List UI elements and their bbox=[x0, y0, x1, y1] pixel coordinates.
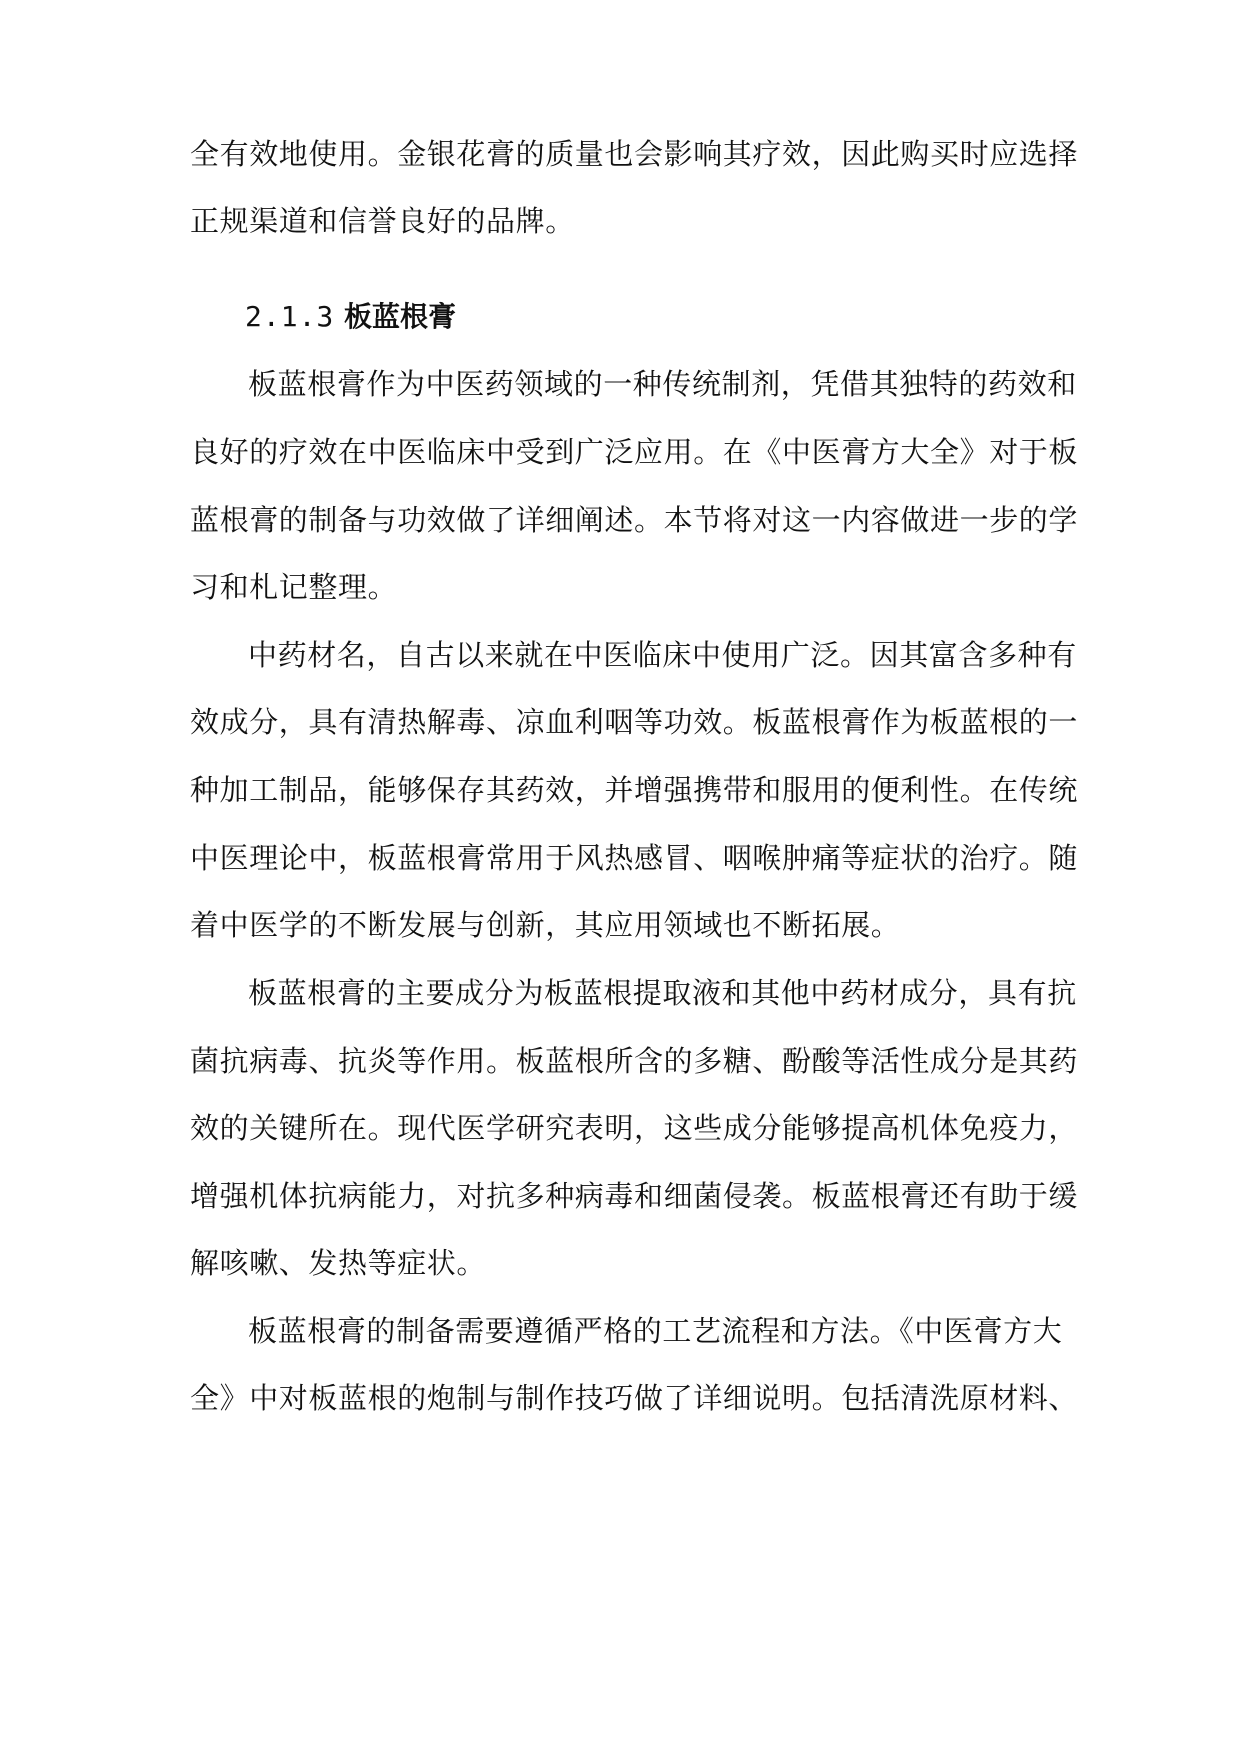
text-line: 解咳嗽、发热等症状。 bbox=[190, 1246, 487, 1280]
text-line: 增强机体抗病能力，对抗多种病毒和细菌侵袭。板蓝根膏还有助于缓 bbox=[190, 1179, 1079, 1213]
text-line: 全有效地使用。金银花膏的质量也会影响其疗效，因此购买时应选择 bbox=[190, 137, 1079, 171]
section-title: 板蓝根膏 bbox=[344, 300, 457, 333]
text-line: 种加工制品，能够保存其药效，并增强携带和服用的便利性。在传统 bbox=[190, 773, 1079, 807]
text-line: 习和札记整理。 bbox=[190, 570, 398, 604]
text-line: 板蓝根膏作为中医药领域的一种传统制剂，凭借其独特的药效和 bbox=[248, 367, 1077, 401]
text-line: 板蓝根膏的主要成分为板蓝根提取液和其他中药材成分，具有抗 bbox=[248, 976, 1077, 1010]
section-number: 2.1.3 bbox=[245, 300, 335, 333]
text-line: 中药材名，自古以来就在中医临床中使用广泛。因其富含多种有 bbox=[248, 638, 1077, 672]
text-line: 菌抗病毒、抗炎等作用。板蓝根所含的多糖、酚酸等活性成分是其药 bbox=[190, 1044, 1079, 1078]
text-line: 蓝根膏的制备与功效做了详细阐述。本节将对这一内容做进一步的学 bbox=[190, 503, 1079, 537]
text-line: 着中医学的不断发展与创新，其应用领域也不断拓展。 bbox=[190, 908, 901, 942]
text-line: 板蓝根膏的制备需要遵循严格的工艺流程和方法。《中医膏方大 bbox=[248, 1314, 1063, 1348]
text-line: 全》中对板蓝根的炮制与制作技巧做了详细说明。包括清洗原材料、 bbox=[190, 1381, 1079, 1415]
text-line: 中医理论中，板蓝根膏常用于风热感冒、咽喉肿痛等症状的治疗。随 bbox=[190, 841, 1079, 875]
text-line: 正规渠道和信誉良好的品牌。 bbox=[190, 204, 575, 238]
section-heading bbox=[245, 297, 745, 337]
text-line: 效的关键所在。现代医学研究表明，这些成分能够提高机体免疫力， bbox=[190, 1111, 1079, 1145]
text-line: 良好的疗效在中医临床中受到广泛应用。在《中医膏方大全》对于板 bbox=[190, 435, 1079, 469]
text-line: 效成分，具有清热解毒、凉血利咽等功效。板蓝根膏作为板蓝根的一 bbox=[190, 705, 1079, 739]
